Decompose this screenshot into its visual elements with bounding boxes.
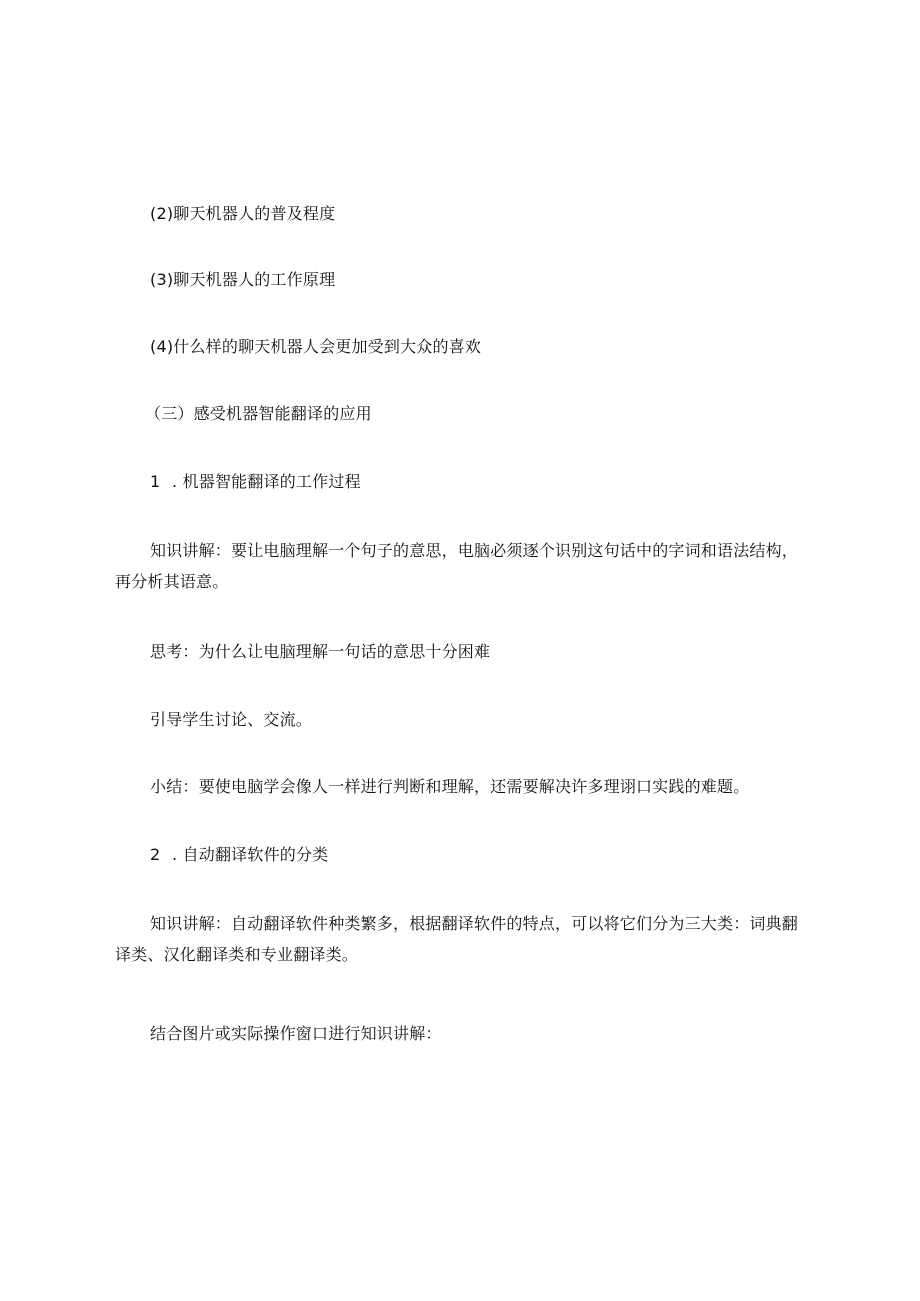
list-item-chatbot-principle xyxy=(150,270,335,290)
paragraph-text: 思考：为什么让电脑理解一句话的意思十分困难 xyxy=(150,642,491,661)
subsection-heading-2 xyxy=(150,845,328,865)
paragraph-text: 知识讲解：要让电脑理解一个句子的意思，电脑必须逐个识别这句话中的字词和语法结构，再分析其语意。 xyxy=(115,541,799,591)
paragraph-text: 结合图片或实际操作窗口进行知识讲解： xyxy=(150,1024,442,1043)
paragraph-knowledge-2 xyxy=(115,908,805,970)
paragraph-summary xyxy=(150,777,749,797)
heading-text: （三）感受机器智能翻译的应用 xyxy=(145,404,372,423)
subsection-heading-1 xyxy=(150,472,361,492)
line-text: (4)什么样的聊天机器人会更加受到大众的喜欢 xyxy=(150,337,482,356)
paragraph-guide xyxy=(150,710,312,730)
subsection-number: 2 xyxy=(150,845,161,864)
list-item-chatbot-popularity xyxy=(150,204,335,224)
paragraph-explain-with-images xyxy=(150,1024,442,1044)
list-item-chatbot-preference xyxy=(150,337,481,357)
paragraph-knowledge-1 xyxy=(115,535,805,597)
line-text: (3)聊天机器人的工作原理 xyxy=(150,270,336,289)
paragraph-text: 引导学生讨论、交流。 xyxy=(150,710,313,729)
paragraph-thinking xyxy=(150,642,490,662)
line-text: (2)聊天机器人的普及程度 xyxy=(150,204,336,223)
paragraph-text: 小结：要使电脑学会像人一样进行判断和理解，还需要解决许多理诩口实践的难题。 xyxy=(150,777,750,796)
section-heading-translation xyxy=(145,404,372,424)
paragraph-text: 知识讲解：自动翻译软件种类繁多，根据翻译软件的特点，可以将它们分为三大类：词典翻译类、汉化翻译类和专业翻译类。 xyxy=(115,914,799,964)
subsection-title: . 自动翻译软件的分类 xyxy=(172,845,329,864)
subsection-title: . 机器智能翻译的工作过程 xyxy=(172,472,361,491)
subsection-number: 1 xyxy=(150,472,161,491)
